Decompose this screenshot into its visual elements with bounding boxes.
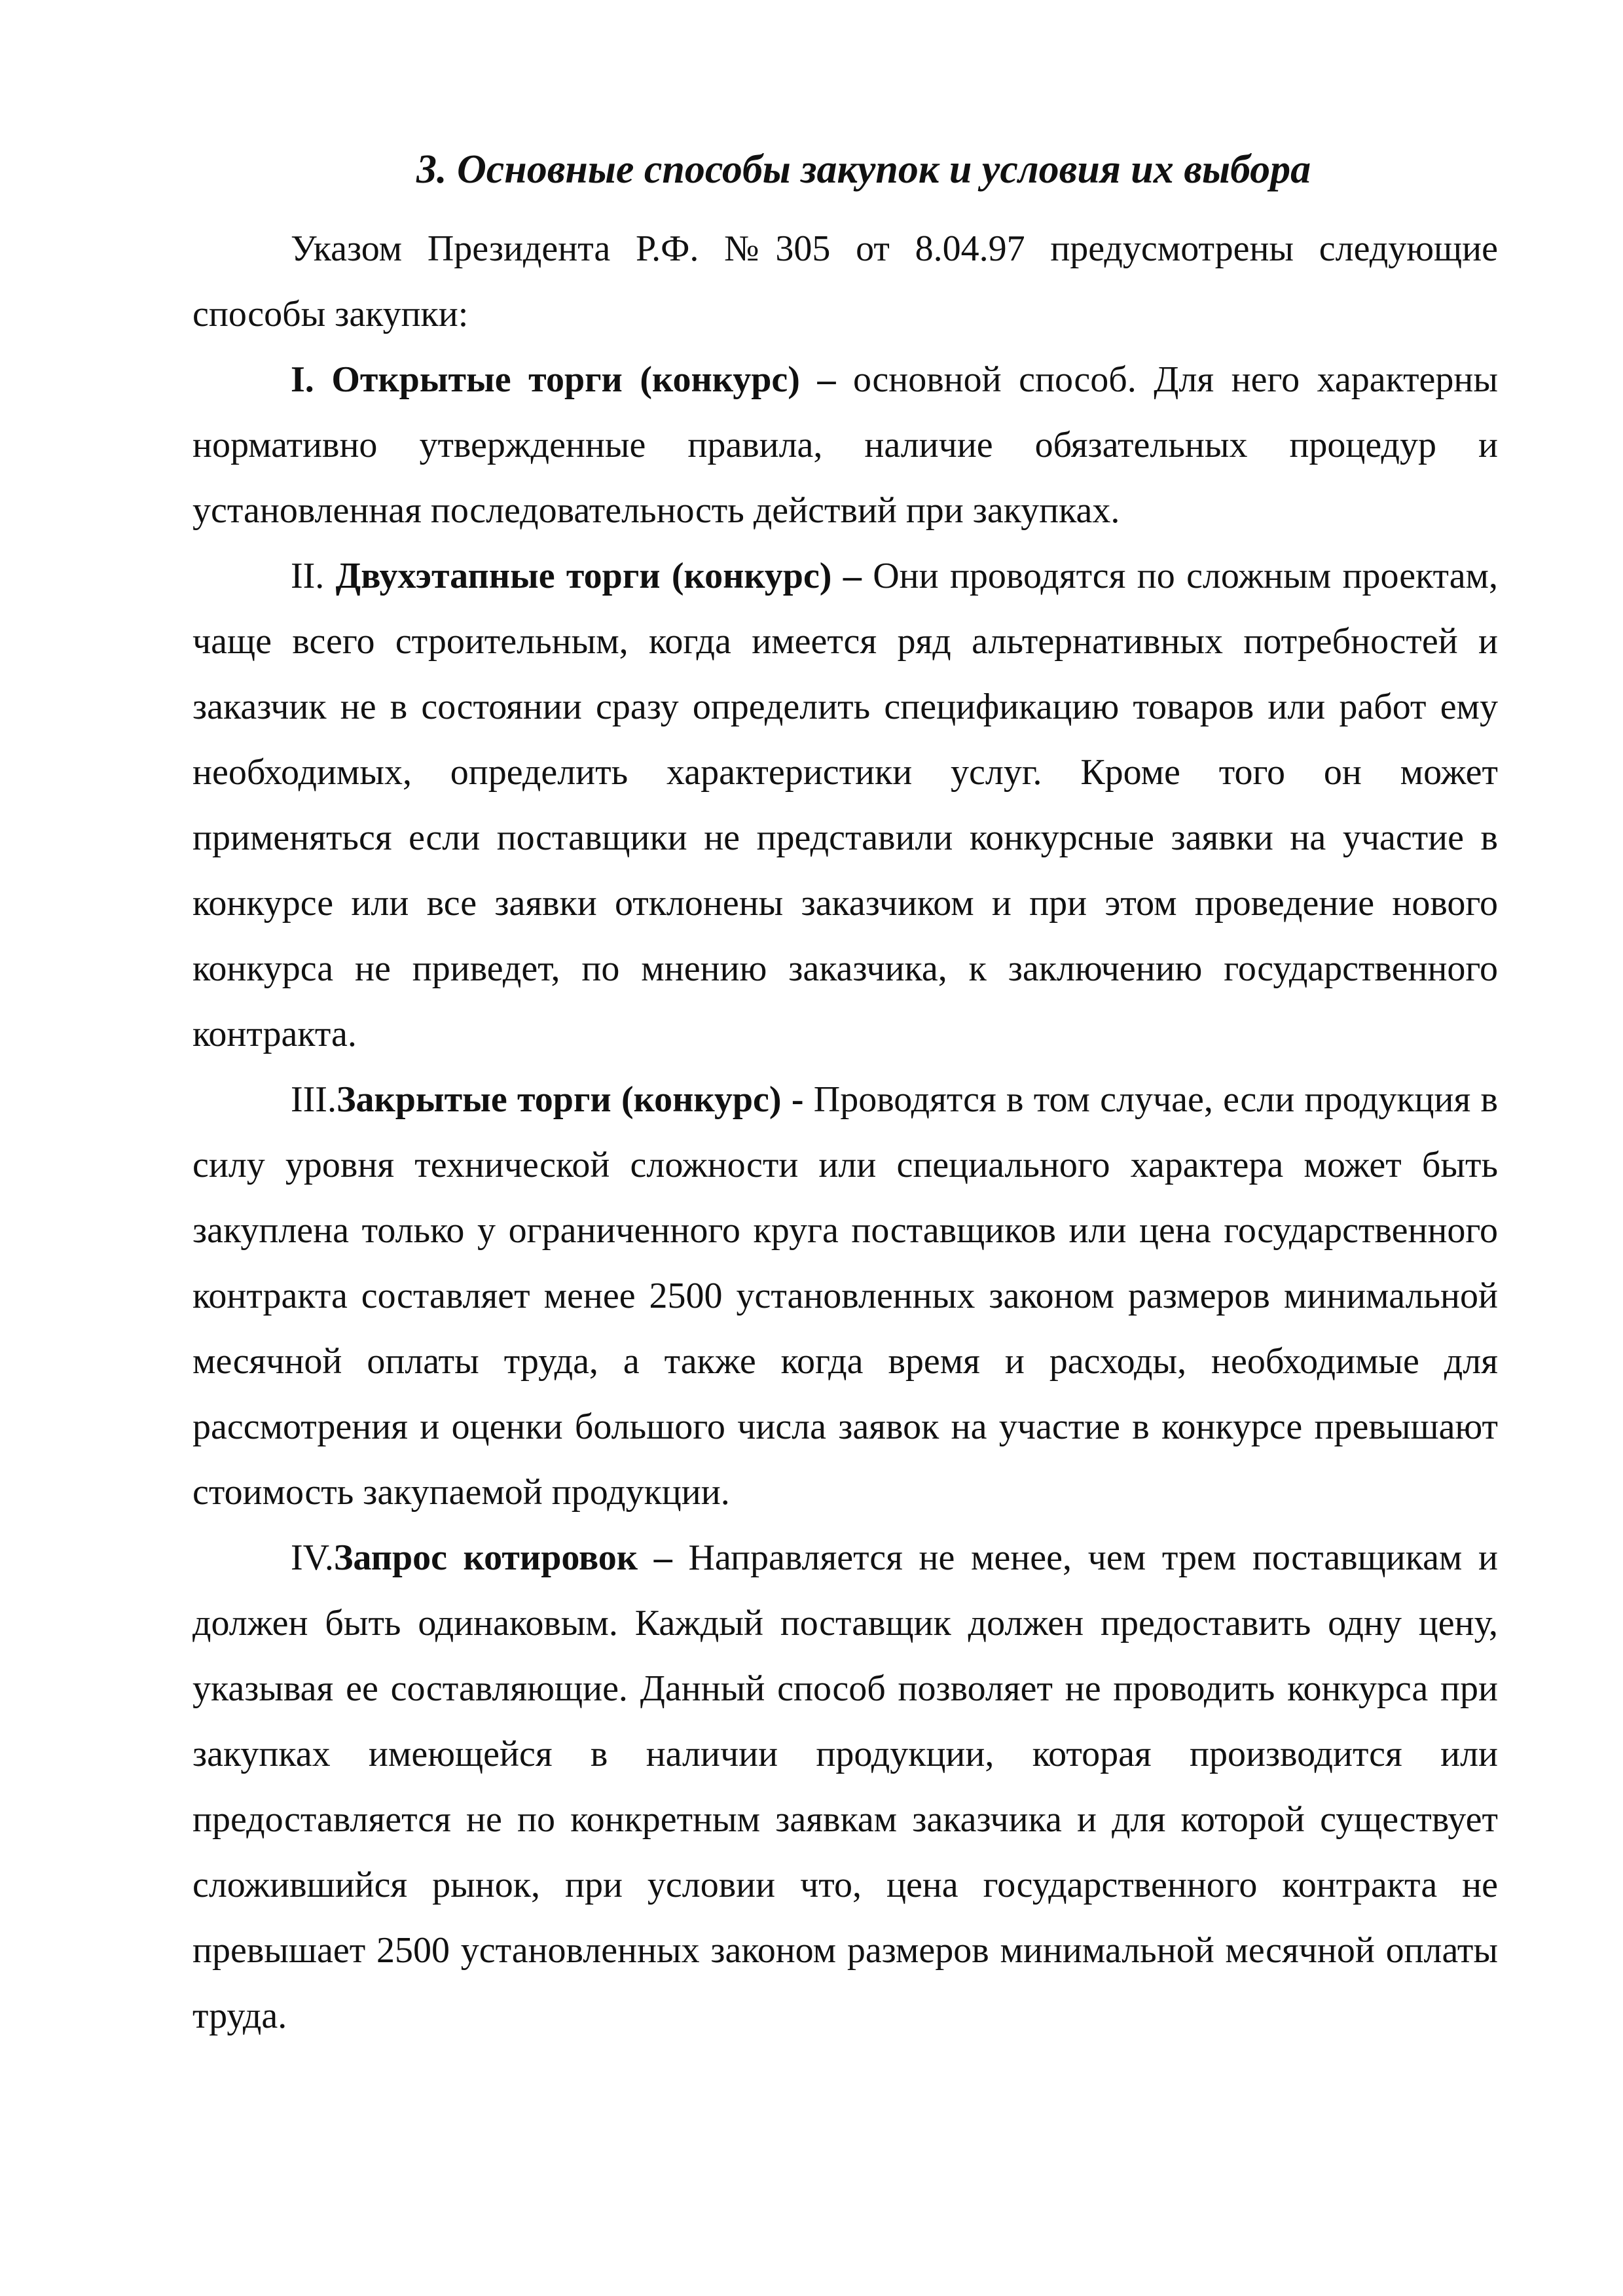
intro-paragraph: Указом Президента Р.Ф. №305 от 8.04.97 предусмотрены следующие способы закупки:: [192, 228, 1498, 334]
item-text: Проводятся в том случае, если продукция в силу уровня технической сложности или специального характера может быть закуплена только у ограниченного круга поставщиков или цена государственного контракта составляет менее 2500 установленных законом размеров минимальной месячной оплаты труда, а также когда время и расходы, необходимые для рассмотрения и оценки большого числа заявок на участие в конкурсе превышают стоимость закупаемой продукции.: [192, 1079, 1498, 1513]
section-title: 3. Основные способы закупок и условия их выбора: [416, 147, 1311, 192]
item-prefix: IV.: [291, 1537, 334, 1578]
item-text: Они проводятся по сложным проектам, чаще всего строительным, когда имеется ряд альтернативных потребностей и заказчик не в состоянии сразу определить спецификацию товаров или работ ему необходимых, определить характеристики услуг. Кроме того он может применяться если поставщики не представили конкурсные заявки на участие в конкурсе или все заявки отклонены заказчиком и при этом проведение нового конкурса не приведет, по мнению заказчика, к заключению государственного контракта.: [192, 556, 1498, 1054]
item-prefix: III.: [291, 1079, 337, 1120]
item-closed-tender: [192, 1067, 1498, 1525]
item-text: Направляется не менее, чем трем поставщикам и должен быть одинаковым. Каждый поставщик должен предоставить одну цену, указывая ее составляющие. Данный способ позволяет не проводить конкурса при закупках имеющейся в наличии продукции, которая производится или предоставляется не по конкретным заявкам заказчика и для которой существует сложившийся рынок, при условии что, цена государственного контракта не превышает 2500 установленных законом размеров минимальной месячной оплаты труда.: [192, 1537, 1499, 2036]
item-lead: I. Открытые торги (конкурс) –: [291, 359, 836, 400]
item-two-stage-tender: [192, 543, 1498, 1067]
item-open-tender: [192, 347, 1498, 543]
item-prefix: II.: [291, 556, 336, 596]
item-quotation-request: [192, 1525, 1498, 2049]
item-text: основной способ. Для него характерны нормативно утвержденные правила, наличие обязательных процедур и установленная последовательность действий при закупках.: [192, 359, 1498, 531]
item-lead: Двухэтапные торги (конкурс) –: [335, 556, 862, 596]
item-lead: Закрытые торги (конкурс) -: [336, 1079, 804, 1120]
document-body: [192, 216, 1498, 2049]
item-lead: Запрос котировок –: [333, 1537, 672, 1578]
